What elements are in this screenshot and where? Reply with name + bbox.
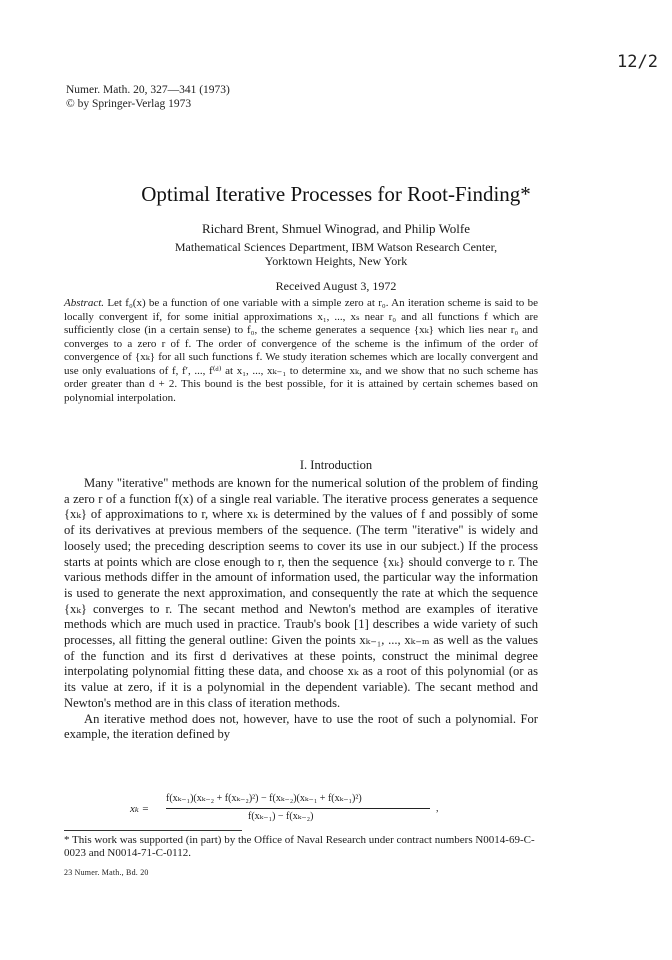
equation-numerator: f(xₖ₋₁)(xₖ₋₂ + f(xₖ₋₂)²) − f(xₖ₋₂)(xₖ₋₁ + f(xₖ₋₁)²): [166, 793, 362, 804]
footnote-rule: [64, 830, 242, 831]
journal-header: [66, 83, 230, 111]
fraction-bar: [166, 808, 430, 809]
paper-authors: Richard Brent, Shmuel Winograd, and Philip Wolfe: [201, 221, 471, 236]
paragraph-2: An iterative method does not, however, have to use the root of such a polynomial. For example, the iteration defined by: [64, 711, 538, 742]
equation: [130, 793, 490, 827]
footnote: * This work was supported (in part) by the Office of Naval Research under contract numbers N0014-69-C-0023 and N0014-71-C-0112.: [64, 834, 535, 859]
affiliation-line-1: Mathematical Sciences Department, IBM Watson Research Center,: [174, 240, 498, 254]
abstract-label: Abstract.: [64, 297, 105, 309]
equation-denominator: f(xₖ₋₁) − f(xₖ₋₂): [248, 811, 314, 822]
paragraph-1: Many "iterative" methods are known for the numerical solution of the problem of finding a zero r of a function f(x) of a single real variable. The iterative process generates a sequence {xₖ} of approximations to r, where xₖ is determined by the values of f and possibly of some of its derivatives at previous members of the sequence. (The term "iterative" is widely and loosely used; the preceding description seems to cover its use in our subject.) If the process starts at points which are close enough to r, then the sequence {xₖ} should converge to r. The various methods differ in the amount of information used, the particular way the information is used to generate the next approximation, and consequently the rate at which the sequence {xₖ} converges to r. The secant method and Newton's method are examples of iterative methods which are much used in practice. Traub's book [1] describes a wide variety of such processes, all fitting the general outline: Given the points xₖ₋₁, ..., xₖ₋ₘ as well as the values of the function and its first d derivatives at these points, construct the minimal degree interpolating polynomial fitting these data, and choose xₖ as a root of this polynomial (or as its value at zero, if it is a polynomial in the dependent variable). The secant method and Newton's method are in this class of iteration methods.: [64, 476, 538, 710]
body-text: [64, 476, 538, 743]
affiliation-line-2: Yorktown Heights, New York: [264, 254, 408, 268]
paper-title: Optimal Iterative Processes for Root-Finding*: [141, 182, 531, 206]
received-date: Received August 3, 1972: [275, 279, 397, 293]
journal-copyright: © by Springer-Verlag 1973: [66, 98, 192, 110]
page-footer: 23 Numer. Math., Bd. 20: [64, 868, 149, 877]
section-heading: I. Introduction: [299, 458, 373, 472]
abstract: [64, 297, 538, 405]
affiliation: [0, 240, 672, 268]
equation-lhs: xₖ =: [130, 803, 150, 815]
equation-trailing: ,: [436, 803, 439, 814]
abstract-text: Let f₀(x) be a function of one variable with a simple zero at r₀. An iteration scheme is said to be locally convergent if, for some initial approximations x₁, ..., xₛ near r₀ and all functions f which are sufficiently close (in a certain sense) to f₀, the scheme generates a sequence {xₖ} which lies near r₀ and converges to a zero r of f. The order of convergence of the scheme is the infimum of the order of convergence of {xₖ} for all such functions f. We study iteration schemes which are locally convergent and use only evaluations of f, f′, ..., f⁽ᵈ⁾ at x₁, ..., xₖ₋₁ to determine xₖ, and we show that no such scheme has order greater than d + 2. This bound is the best possible, for it is attained by certain schemes based on polynomial interpolation.: [64, 297, 538, 404]
page-tag: 12/2: [617, 52, 658, 72]
journal-citation: Numer. Math. 20, 327—341 (1973): [66, 84, 230, 96]
